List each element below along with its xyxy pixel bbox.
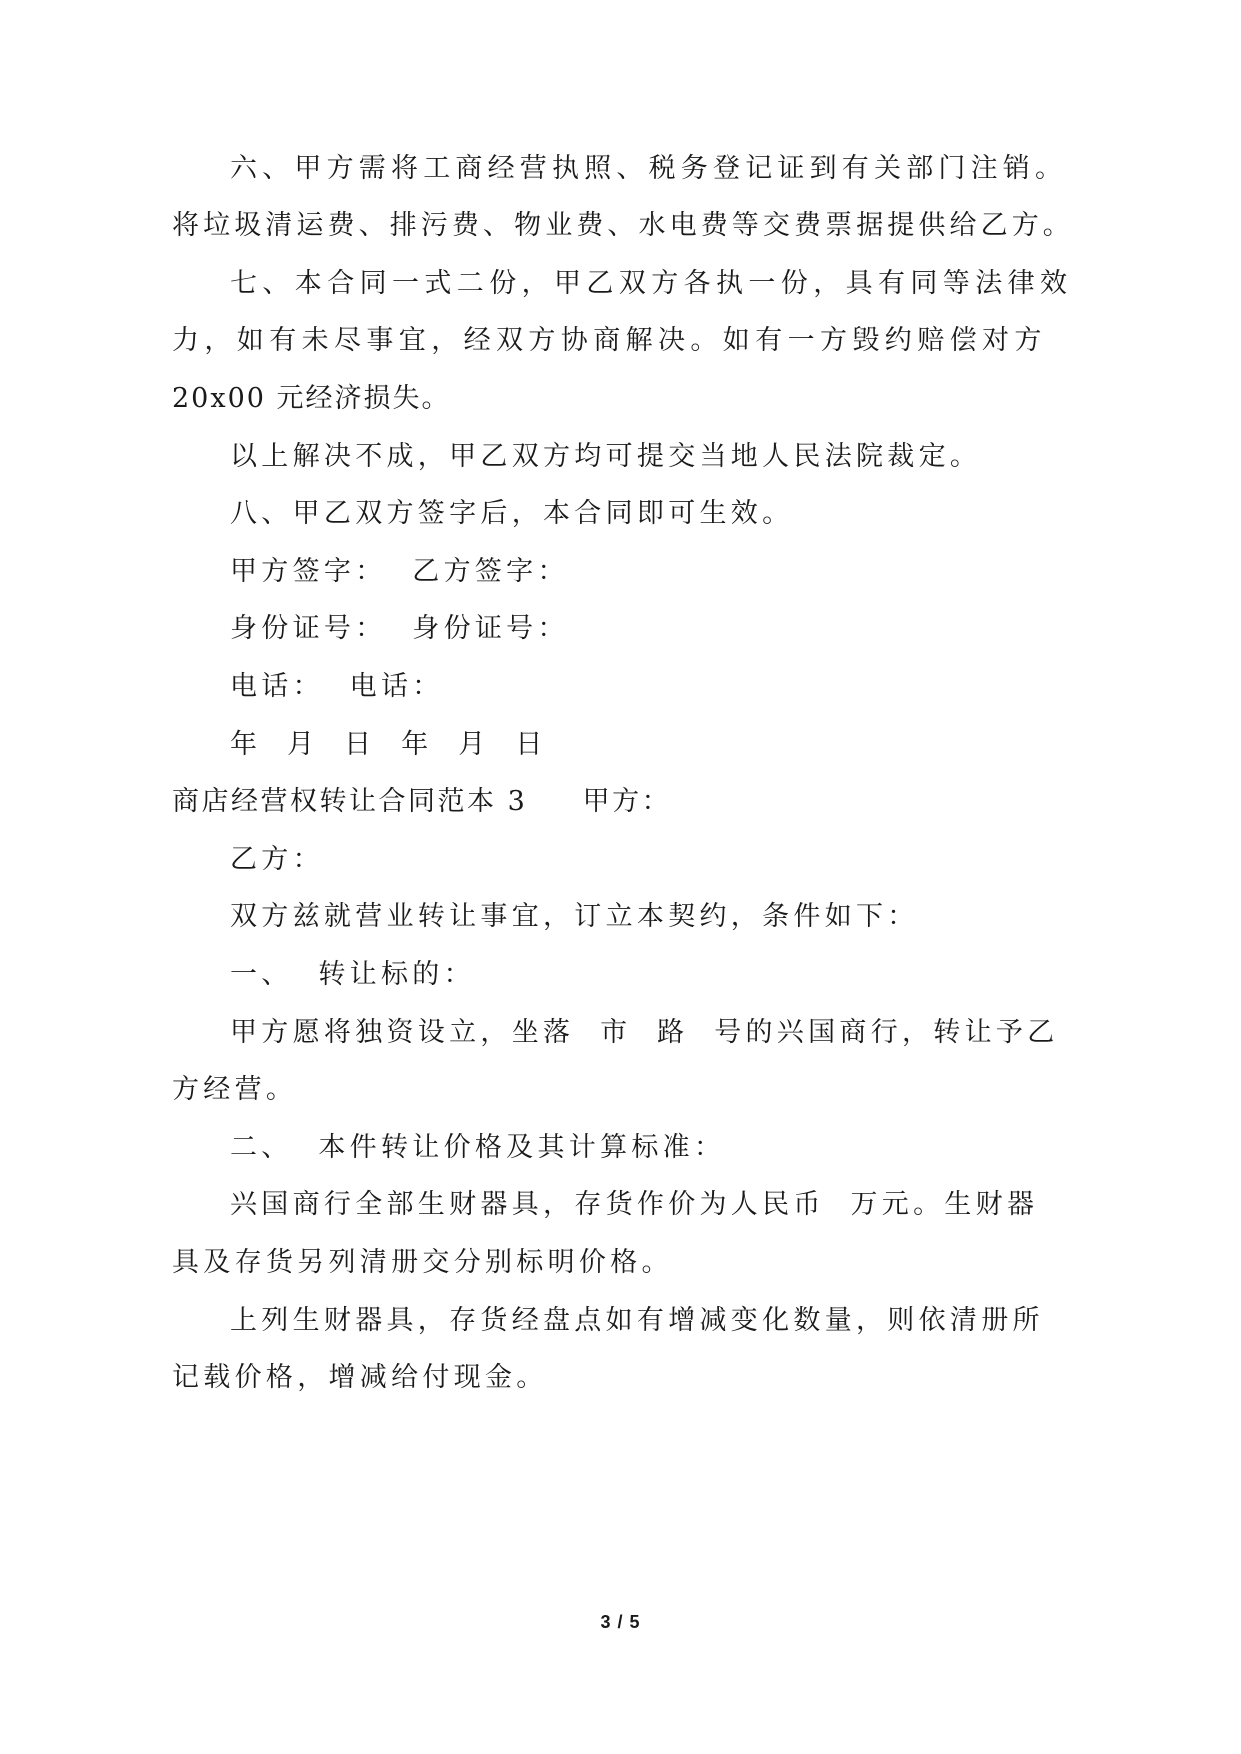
date-line: 年 月 日 年 月 日 <box>230 729 547 760</box>
agreement-intro-line: 双方兹就营业转让事宜，订立本契约，条件如下： <box>230 901 919 932</box>
paragraph-six-line-2: 将垃圾清运费、排污费、物业费、水电费等交费票据提供给乙方。 <box>172 210 1074 241</box>
dispute-resolution-line: 以上解决不成，甲乙双方均可提交当地人民法院裁定。 <box>230 441 982 472</box>
clause-two-line-4: 记载价格，增减给付现金。 <box>172 1362 548 1393</box>
party-b-line: 乙方： <box>230 844 324 875</box>
clause-two-line-2: 具及存货另列清册交分别标明价格。 <box>172 1247 673 1278</box>
clause-two-heading: 二、 本件转让价格及其计算标准： <box>230 1132 726 1163</box>
phone-line: 电话： 电话： <box>230 671 444 702</box>
paragraph-seven-line-3: 20x00 元经济损失。 <box>172 383 451 414</box>
clause-one-line-1: 甲方愿将独资设立，坐落 市 路 号的兴国商行，转让予乙 <box>230 1017 1059 1048</box>
clause-one-heading: 一、 转让标的： <box>230 959 475 990</box>
paragraph-eight-line: 八、甲乙双方签字后，本合同即可生效。 <box>230 498 794 529</box>
paragraph-seven-line-1: 七、本合同一式二份，甲乙双方各执一份，具有同等法律效 <box>230 268 1073 299</box>
clause-two-line-1: 兴国商行全部生财器具，存货作价为人民币 万元。生财器 <box>230 1189 1039 1220</box>
clause-two-line-3: 上列生财器具，存货经盘点如有增减变化数量，则依清册所 <box>230 1305 1044 1336</box>
clause-one-line-2: 方经营。 <box>172 1074 298 1105</box>
signature-line: 甲方签字： 乙方签字： <box>230 556 569 587</box>
paragraph-six-line-1: 六、甲方需将工商经营执照、税务登记证到有关部门注销。 <box>230 153 1068 184</box>
paragraph-seven-line-2: 力，如有未尽事宜，经双方协商解决。如有一方毁约赔偿对方 <box>172 325 1047 356</box>
contract-title-line: 商店经营权转让合同范本 3 甲方： <box>172 786 672 817</box>
id-number-line: 身份证号： 身份证号： <box>230 613 569 644</box>
page-number: 3 / 5 <box>600 1612 641 1632</box>
